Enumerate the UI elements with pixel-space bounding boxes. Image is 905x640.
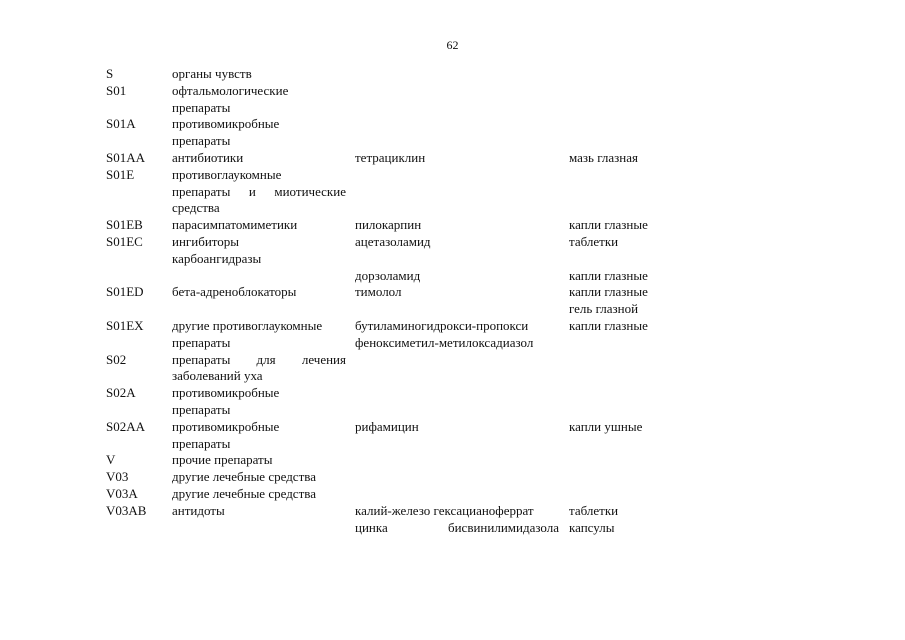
- atc-code: S: [106, 66, 114, 81]
- drug-name: [355, 284, 559, 301]
- drug-name: [355, 268, 559, 285]
- group-name-line: противомикробные: [172, 418, 280, 434]
- atc-code: S01EX: [106, 317, 144, 333]
- group-name: [172, 452, 346, 469]
- dosage-form: [569, 318, 689, 335]
- group-name-line: другие противоглаукомные: [172, 317, 323, 333]
- group-name-line: ингибиторы: [172, 233, 240, 249]
- group-name-line: антидоты: [172, 502, 225, 518]
- group-name-line: бета-адреноблокаторы: [172, 284, 297, 300]
- atc-classification-table: [106, 66, 666, 536]
- dosage-form: [569, 150, 689, 167]
- page-number: 62: [446, 38, 459, 52]
- drug-name: [355, 150, 559, 167]
- table-row: [106, 452, 666, 469]
- group-name: [172, 217, 346, 234]
- table-row: [106, 66, 666, 83]
- drug-name: [355, 217, 559, 234]
- group-name: [172, 66, 346, 83]
- dosage-form: [569, 503, 689, 537]
- group-name-line: заболеваний уха: [172, 368, 263, 384]
- table-row: [106, 284, 666, 318]
- table-row: [106, 83, 666, 117]
- group-name-line: противомикробные: [172, 385, 280, 401]
- drug-name-line: дорзоламид: [355, 267, 421, 283]
- group-name-line: прочие препараты: [172, 452, 273, 468]
- atc-code: V03A: [106, 485, 138, 501]
- table-row: [106, 469, 666, 486]
- table-row: [106, 167, 666, 217]
- table-row: [106, 268, 666, 285]
- group-name: [172, 469, 346, 486]
- group-name: [172, 150, 346, 167]
- dosage-form-line: таблетки: [569, 502, 619, 518]
- dosage-form: [569, 217, 689, 234]
- group-name: [172, 385, 346, 419]
- drug-name-line: цинка бисвинилимидазола: [355, 519, 559, 535]
- table-row: [106, 116, 666, 150]
- dosage-form: [569, 419, 689, 436]
- group-name: [172, 352, 346, 386]
- dosage-form-line: капли ушные: [569, 418, 643, 434]
- group-name-line: средства: [172, 200, 220, 216]
- atc-code: S02: [106, 351, 127, 367]
- group-name-line: офтальмологические: [172, 82, 289, 98]
- group-name: [172, 116, 346, 150]
- dosage-form-line: капли глазные: [569, 267, 648, 283]
- drug-name: [355, 318, 559, 352]
- group-name-line: препараты: [172, 99, 231, 115]
- dosage-form: [569, 234, 689, 251]
- group-name-line: антибиотики: [172, 149, 244, 165]
- dosage-form: [569, 284, 689, 318]
- group-name-line: другие лечебные средства: [172, 469, 316, 485]
- atc-code: S01ED: [106, 284, 144, 300]
- dosage-form-line: капли глазные: [569, 317, 648, 333]
- atc-code: V: [106, 452, 116, 468]
- dosage-form-line: капли глазные: [569, 217, 648, 233]
- drug-name: [355, 419, 559, 436]
- group-name-line: препараты: [172, 401, 231, 417]
- dosage-form-line: капсулы: [569, 519, 615, 535]
- group-name: [172, 419, 346, 453]
- group-name-line: препараты: [172, 435, 231, 451]
- atc-code: S01AA: [106, 149, 146, 165]
- group-name-line: препараты: [172, 334, 231, 350]
- group-name-line: препараты для лечения: [172, 351, 346, 367]
- drug-name-line: ацетазоламид: [355, 233, 431, 249]
- atc-code: S01EB: [106, 217, 143, 233]
- group-name-line: карбоангидразы: [172, 250, 262, 266]
- drug-name-line: рифамицин: [355, 418, 419, 434]
- dosage-form-line: таблетки: [569, 233, 619, 249]
- atc-code: S02AA: [106, 418, 146, 434]
- group-name: [172, 83, 346, 117]
- atc-code: V03: [106, 469, 129, 485]
- drug-name-line: бутиламиногидрокси-пропокси: [355, 317, 529, 333]
- atc-code: S01E: [106, 166, 135, 182]
- table-row: [106, 419, 666, 453]
- group-name-line: препараты: [172, 133, 231, 149]
- group-name: [172, 234, 346, 268]
- table-row: [106, 318, 666, 352]
- atc-code: S02A: [106, 385, 136, 401]
- dosage-form-line: капли глазные: [569, 284, 648, 300]
- table-row: [106, 385, 666, 419]
- drug-name-line: тимолол: [355, 284, 402, 300]
- atc-code: S01EC: [106, 233, 143, 249]
- group-name: [172, 284, 346, 301]
- dosage-form: [569, 268, 689, 285]
- drug-name-line: пилокарпин: [355, 217, 422, 233]
- group-name-line: органы чувств: [172, 66, 252, 81]
- atc-code: V03AB: [106, 502, 147, 518]
- drug-name: [355, 503, 559, 537]
- drug-name-line: феноксиметил-метилоксадиазол: [355, 334, 534, 350]
- group-name-line: противоглаукомные: [172, 166, 282, 182]
- dosage-form-line: мазь глазная: [569, 149, 638, 165]
- drug-name: [355, 234, 559, 251]
- table-row: [106, 150, 666, 167]
- table-row: [106, 234, 666, 268]
- drug-name-line: тетрациклин: [355, 149, 426, 165]
- atc-code: S01: [106, 82, 127, 98]
- drug-name-line: калий-железо гексацианоферрат: [355, 502, 534, 518]
- dosage-form-line: гель глазной: [569, 301, 639, 317]
- group-name: [172, 486, 346, 503]
- table-row: [106, 503, 666, 537]
- atc-code: S01A: [106, 116, 136, 132]
- group-name-line: парасимпатомиметики: [172, 217, 298, 233]
- group-name: [172, 318, 346, 352]
- group-name-line: противомикробные: [172, 116, 280, 132]
- table-row: [106, 352, 666, 386]
- group-name-line: препараты и миотические: [172, 183, 346, 199]
- group-name-line: другие лечебные средства: [172, 485, 316, 501]
- table-row: [106, 217, 666, 234]
- group-name: [172, 167, 346, 217]
- group-name: [172, 503, 346, 520]
- table-row: [106, 486, 666, 503]
